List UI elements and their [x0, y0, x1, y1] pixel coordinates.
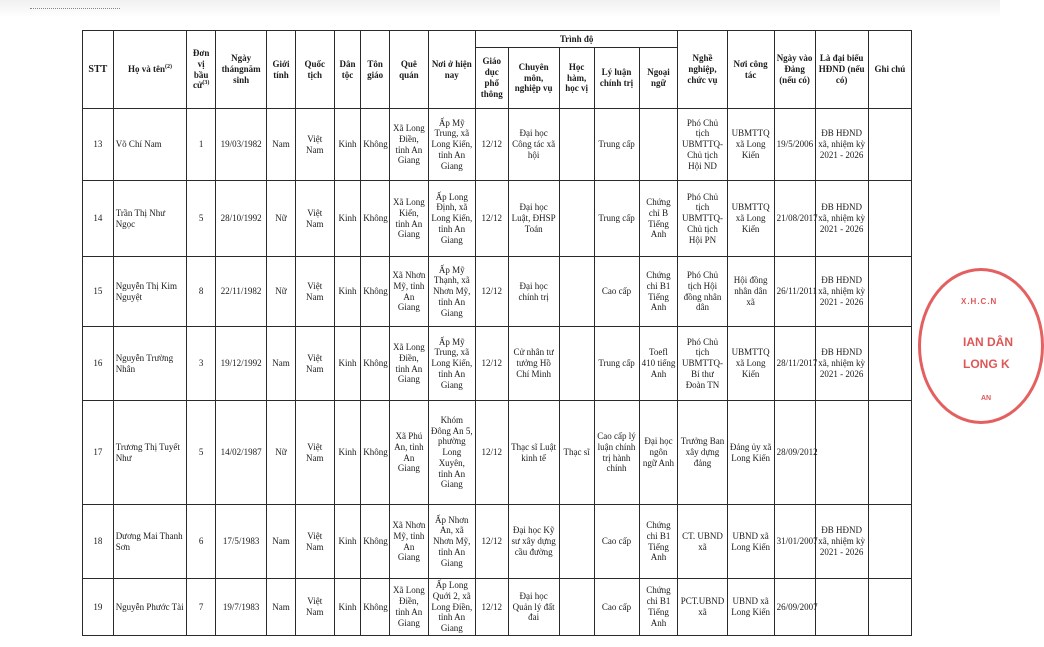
cell-party-date: 28/11/2017 [774, 327, 815, 401]
cell-academic [559, 257, 594, 327]
header-gender: Giới tính [267, 31, 296, 109]
cell-name: Dương Mai Thanh Sơn [113, 505, 187, 579]
table-row [83, 505, 912, 579]
cell-nationality: Việt Nam [295, 579, 334, 636]
cell-workplace: UBND xã Long Kiến [727, 579, 774, 636]
header-unit [187, 31, 216, 109]
cell-party-date: 26/11/2011 [774, 257, 815, 327]
cell-residence: Ấp Mỹ Trung, xã Long Kiến, tỉnh An Giang [428, 109, 475, 181]
stamp-bottom-text: AN [981, 395, 992, 402]
cell-hometown: Xã Long Điền, tỉnh An Giang [389, 109, 428, 181]
header-stt: STT [83, 31, 114, 109]
cell-nationality: Việt Nam [295, 109, 334, 181]
cell-religion: Không [361, 579, 390, 636]
cell-religion: Không [361, 257, 390, 327]
cell-gender: Nam [267, 327, 296, 401]
cell-occupation: Phó Chủ tịch UBMTTQ-Chủ tịch Hội PN [678, 181, 727, 257]
header-ethnicity: Dân tộc [334, 31, 361, 109]
cell-stt: 15 [83, 257, 114, 327]
header-level-group: Trình độ [475, 31, 678, 48]
cell-political: Trung cấp [594, 327, 639, 401]
cell-occupation: Trưởng Ban xây dựng đảng [678, 401, 727, 505]
cell-unit: 5 [187, 401, 216, 505]
cell-residence: Ấp Long Định, xã Long Kiến, tỉnh An Giang [428, 181, 475, 257]
cell-ethnicity: Kinh [334, 401, 361, 505]
cell-hometown: Xã Long Điền, tỉnh An Giang [389, 579, 428, 636]
cell-name: Nguyễn Thị Kim Nguyệt [113, 257, 187, 327]
cell-specialty: Đại học Luật, ĐHSP Toán [508, 181, 559, 257]
cell-delegate [815, 401, 868, 505]
header-unit-footnote: (3) [202, 80, 210, 87]
cell-note [868, 181, 911, 257]
cell-nationality: Việt Nam [295, 181, 334, 257]
cell-political: Cao cấp lý luận chính trị hành chính [594, 401, 639, 505]
stamp-top-text: X.H.C.N [961, 297, 998, 306]
header-nationality: Quốc tịch [295, 31, 334, 109]
cell-occupation: Phó Chủ tịch UBMTTQ-Bí thư Đoàn TN [678, 327, 727, 401]
cell-note [868, 327, 911, 401]
table-body [83, 109, 912, 636]
cell-delegate: ĐB HĐND xã, nhiệm kỳ 2021 - 2026 [815, 327, 868, 401]
cell-general-edu: 12/12 [475, 181, 508, 257]
cell-residence: Khóm Đông An 5, phường Long Xuyên, tỉnh An Giang [428, 401, 475, 505]
cell-name: Nguyễn Trường Nhân [113, 327, 187, 401]
cell-general-edu: 12/12 [475, 401, 508, 505]
cell-unit: 3 [187, 327, 216, 401]
stamp-line1: IAN DÂN [963, 335, 1013, 349]
cell-residence: Ấp Mỹ Thạnh, xã Nhơn Mỹ, tỉnh An Giang [428, 257, 475, 327]
cell-gender: Nam [267, 579, 296, 636]
cell-religion: Không [361, 505, 390, 579]
cell-name: Trần Thị Như Ngọc [113, 181, 187, 257]
header-note: Ghi chú [868, 31, 911, 109]
cell-workplace: UBMTTQ xã Long Kiến [727, 327, 774, 401]
cell-note [868, 505, 911, 579]
cell-general-edu: 12/12 [475, 109, 508, 181]
cell-gender: Nữ [267, 401, 296, 505]
cell-note [868, 257, 911, 327]
cell-workplace: UBMTTQ xã Long Kiến [727, 181, 774, 257]
cell-note [868, 579, 911, 636]
header-hometown: Quê quán [389, 31, 428, 109]
cell-ethnicity: Kinh [334, 327, 361, 401]
table-row [83, 109, 912, 181]
cell-general-edu: 12/12 [475, 327, 508, 401]
cell-workplace: UBND xã Long Kiến [727, 505, 774, 579]
cell-hometown: Xã Nhơn Mỹ, tỉnh An Giang [389, 505, 428, 579]
cell-religion: Không [361, 181, 390, 257]
cell-party-date: 28/09/2012 [774, 401, 815, 505]
table-row [83, 257, 912, 327]
cell-party-date: 19/5/2006 [774, 109, 815, 181]
cell-unit: 6 [187, 505, 216, 579]
cell-specialty: Đại học Quản lý đất đai [508, 579, 559, 636]
cell-language [639, 109, 678, 181]
scan-edge [0, 0, 1000, 18]
cell-residence: Ấp Mỹ Trung, xã Long Kiến, tỉnh An Giang [428, 327, 475, 401]
cell-academic [559, 109, 594, 181]
header-delegate: Là đại biểu HĐND (nếu có) [815, 31, 868, 109]
cell-hometown: Xã Long Kiến, tỉnh An Giang [389, 181, 428, 257]
cell-academic [559, 579, 594, 636]
cell-gender: Nữ [267, 257, 296, 327]
cell-party-date: 21/08/2017 [774, 181, 815, 257]
header-political: Lý luận chính trị [594, 48, 639, 109]
cell-dob: 19/7/1983 [216, 579, 267, 636]
cell-occupation: Phó Chủ tịch Hội đồng nhân dân [678, 257, 727, 327]
cell-ethnicity: Kinh [334, 505, 361, 579]
cell-language: Đại học ngôn ngữ Anh [639, 401, 678, 505]
cell-delegate: ĐB HĐND xã, nhiệm kỳ 2021 - 2026 [815, 505, 868, 579]
cell-name: Trương Thị Tuyết Như [113, 401, 187, 505]
cell-political: Cao cấp [594, 257, 639, 327]
table-row [83, 579, 912, 636]
header-name [113, 31, 187, 109]
header-workplace: Nơi công tác [727, 31, 774, 109]
cell-language: Chứng chỉ B Tiếng Anh [639, 181, 678, 257]
cell-political: Cao cấp [594, 505, 639, 579]
table-row [83, 401, 912, 505]
cell-name: Võ Chí Nam [113, 109, 187, 181]
header-party-date: Ngày vào Đảng (nếu có) [774, 31, 815, 109]
cell-specialty: Cử nhân tư tưởng Hồ Chí Minh [508, 327, 559, 401]
header-dob: Ngày thángnăm sinh [216, 31, 267, 109]
cell-stt: 18 [83, 505, 114, 579]
header-name-text: Họ và tên [128, 64, 166, 75]
cell-language: Chứng chỉ B1 Tiếng Anh [639, 505, 678, 579]
cell-specialty: Đại học Kỹ sư xây dựng cầu đường [508, 505, 559, 579]
cell-religion: Không [361, 327, 390, 401]
header-row-top [83, 31, 912, 48]
candidate-table [82, 30, 912, 636]
cell-unit: 7 [187, 579, 216, 636]
cell-political: Cao cấp [594, 579, 639, 636]
cell-general-edu: 12/12 [475, 579, 508, 636]
cell-hometown: Xã Phú An, tỉnh An Giang [389, 401, 428, 505]
cell-nationality: Việt Nam [295, 505, 334, 579]
cell-nationality: Việt Nam [295, 257, 334, 327]
cell-note [868, 109, 911, 181]
cell-workplace: UBMTTQ xã Long Kiến [727, 109, 774, 181]
scan-mark [30, 8, 120, 15]
stamp-line2: LONG K [963, 357, 1010, 371]
header-language: Ngoại ngữ [639, 48, 678, 109]
table-row [83, 327, 912, 401]
cell-workplace: Hội đồng nhân dân xã [727, 257, 774, 327]
cell-hometown: Xã Nhơn Mỹ, tỉnh An Giang [389, 257, 428, 327]
header-residence: Nơi ở hiện nay [428, 31, 475, 109]
cell-delegate: ĐB HĐND xã, nhiệm kỳ 2021 - 2026 [815, 257, 868, 327]
header-academic: Học hàm, học vị [559, 48, 594, 109]
cell-party-date: 26/09/2007 [774, 579, 815, 636]
cell-name: Nguyễn Phước Tài [113, 579, 187, 636]
cell-note [868, 401, 911, 505]
cell-delegate [815, 579, 868, 636]
header-general-edu: Giáo dục phổ thông [475, 48, 508, 109]
cell-stt: 14 [83, 181, 114, 257]
cell-language: Toefl 410 tiếng Anh [639, 327, 678, 401]
header-specialty: Chuyên môn, nghiệp vụ [508, 48, 559, 109]
red-seal-stamp [918, 268, 1044, 424]
header-name-footnote: (2) [165, 64, 173, 71]
cell-specialty: Đại học Công tác xã hội [508, 109, 559, 181]
cell-stt: 13 [83, 109, 114, 181]
cell-specialty: Thạc sĩ Luật kinh tế [508, 401, 559, 505]
header-unit-text: Đơn vị bầu cử [192, 47, 210, 91]
cell-dob: 14/02/1987 [216, 401, 267, 505]
cell-stt: 16 [83, 327, 114, 401]
cell-academic [559, 505, 594, 579]
table-row [83, 181, 912, 257]
cell-dob: 22/11/1982 [216, 257, 267, 327]
cell-stt: 19 [83, 579, 114, 636]
cell-residence: Ấp Nhơn An, xã Nhơn Mỹ, tỉnh An Giang [428, 505, 475, 579]
cell-gender: Nam [267, 109, 296, 181]
cell-unit: 1 [187, 109, 216, 181]
cell-academic [559, 181, 594, 257]
cell-nationality: Việt Nam [295, 401, 334, 505]
cell-political: Trung cấp [594, 181, 639, 257]
cell-residence: Ấp Long Quới 2, xã Long Điền, tỉnh An Giang [428, 579, 475, 636]
cell-unit: 8 [187, 257, 216, 327]
cell-language: Chứng chỉ B1 Tiếng Anh [639, 579, 678, 636]
cell-occupation: Phó Chủ tịch UBMTTQ-Chủ tịch Hội ND [678, 109, 727, 181]
cell-party-date: 31/01/2007 [774, 505, 815, 579]
cell-occupation: PCT.UBND xã [678, 579, 727, 636]
cell-delegate: ĐB HĐND xã, nhiệm kỳ 2021 - 2026 [815, 109, 868, 181]
cell-general-edu: 12/12 [475, 505, 508, 579]
cell-religion: Không [361, 401, 390, 505]
cell-occupation: CT. UBND xã [678, 505, 727, 579]
cell-ethnicity: Kinh [334, 579, 361, 636]
cell-gender: Nữ [267, 181, 296, 257]
cell-religion: Không [361, 109, 390, 181]
cell-political: Trung cấp [594, 109, 639, 181]
cell-academic: Thạc sĩ [559, 401, 594, 505]
header-occupation: Nghề nghiệp, chức vụ [678, 31, 727, 109]
cell-dob: 17/5/1983 [216, 505, 267, 579]
cell-hometown: Xã Long Điền, tỉnh An Giang [389, 327, 428, 401]
header-religion: Tôn giáo [361, 31, 390, 109]
cell-unit: 5 [187, 181, 216, 257]
cell-dob: 19/03/1982 [216, 109, 267, 181]
cell-ethnicity: Kinh [334, 109, 361, 181]
cell-general-edu: 12/12 [475, 257, 508, 327]
cell-academic [559, 327, 594, 401]
cell-nationality: Việt Nam [295, 327, 334, 401]
cell-ethnicity: Kinh [334, 181, 361, 257]
cell-workplace: Đảng ủy xã Long Kiến [727, 401, 774, 505]
cell-delegate: ĐB HĐND xã, nhiệm kỳ 2021 - 2026 [815, 181, 868, 257]
cell-specialty: Đại học chính trị [508, 257, 559, 327]
cell-gender: Nam [267, 505, 296, 579]
cell-ethnicity: Kinh [334, 257, 361, 327]
cell-stt: 17 [83, 401, 114, 505]
cell-dob: 19/12/1992 [216, 327, 267, 401]
cell-dob: 28/10/1992 [216, 181, 267, 257]
cell-language: Chứng chỉ B1 Tiếng Anh [639, 257, 678, 327]
